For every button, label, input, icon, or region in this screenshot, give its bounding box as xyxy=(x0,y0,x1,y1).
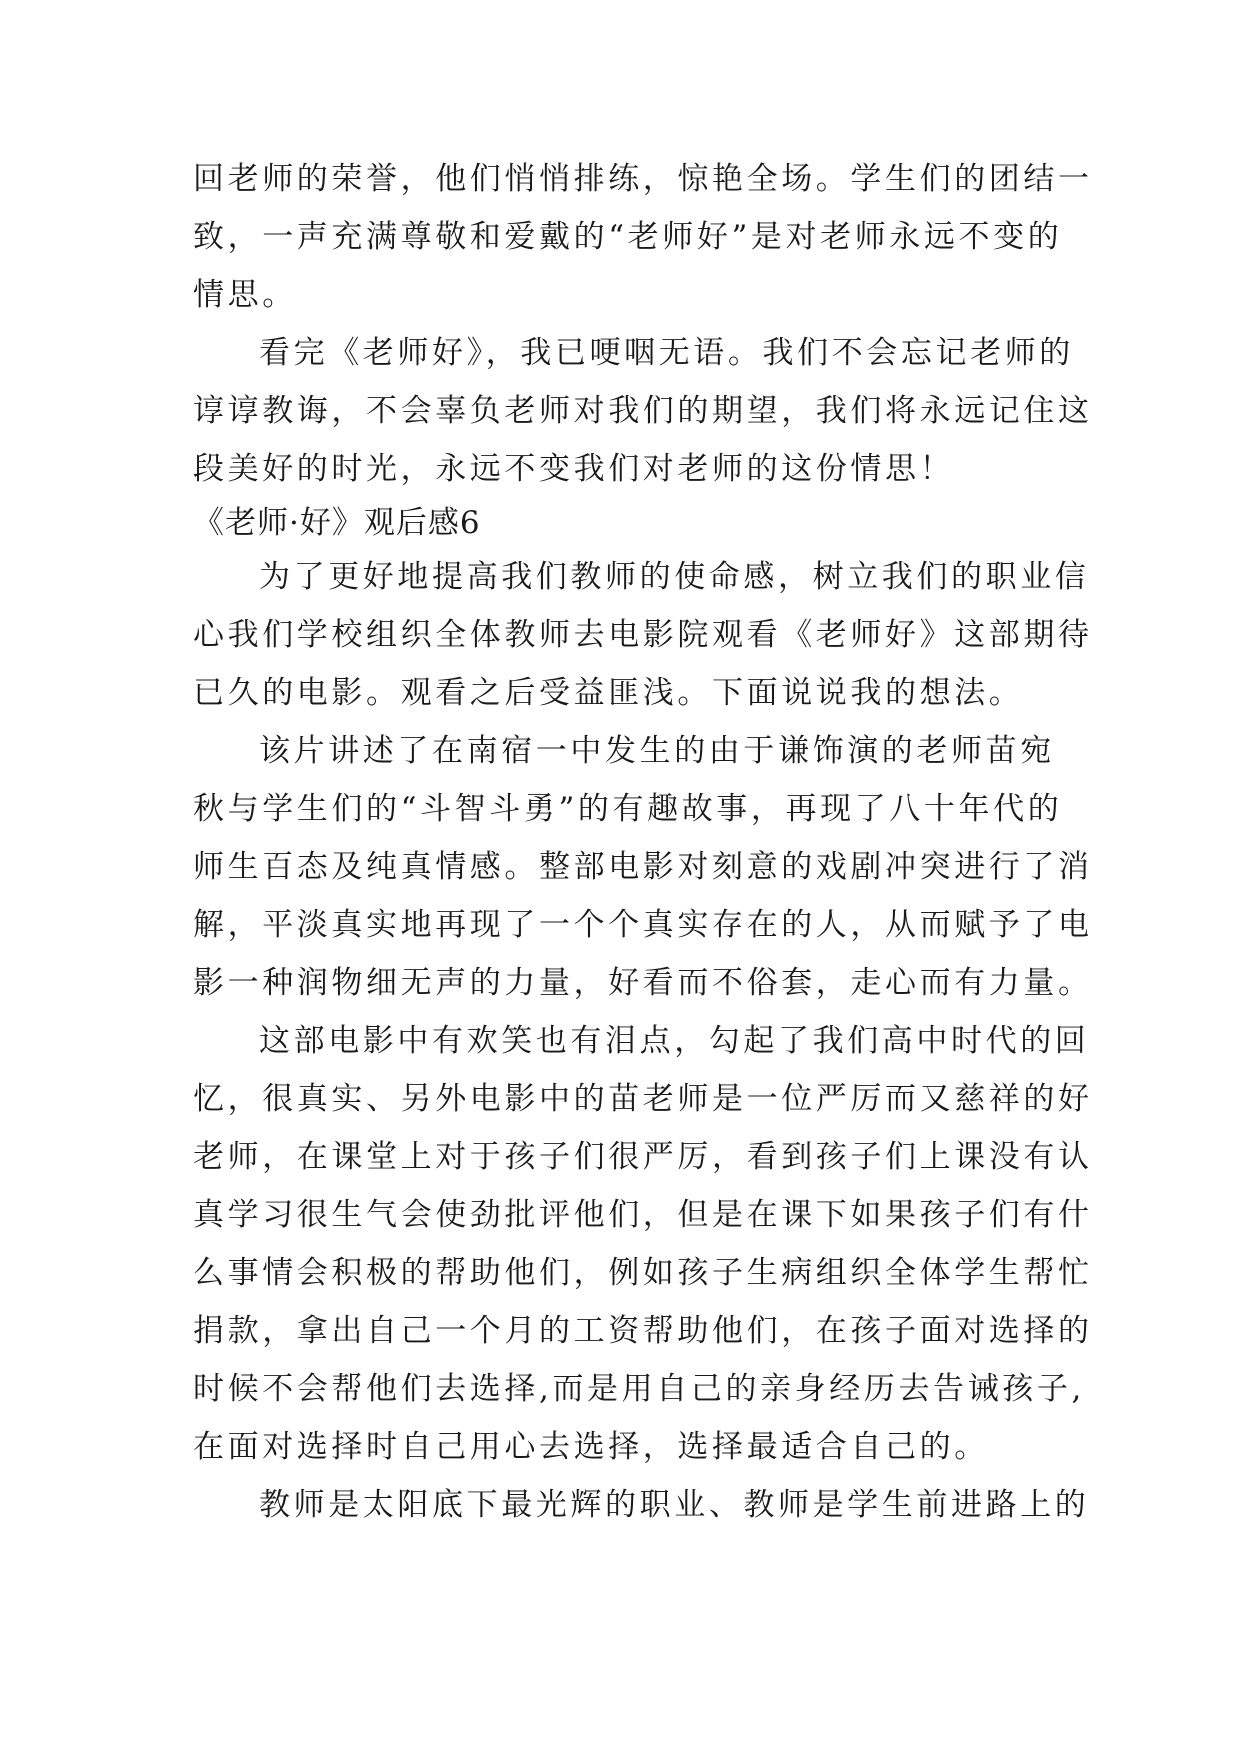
paragraph xyxy=(193,548,1093,722)
text-line: 这部电影中有欢笑也有泪点，勾起了我们高中时代的回 xyxy=(259,1023,1090,1059)
text-line: 谆谆教诲，不会辜负老师对我们的期望，我们将永远记住这 xyxy=(193,393,1093,429)
text-line: 师生百态及纯真情感。整部电影对刻意的戏剧冲突进行了消 xyxy=(193,849,1093,885)
text-line: 看完《老师好》，我已哽咽无语。我们不会忘记老师的 xyxy=(259,335,1074,371)
text-line: 段美好的时光，永远不变我们对老师的这份情思！ xyxy=(193,451,955,487)
text-line: 真学习很生气会使劲批评他们，但是在课下如果孩子们有什 xyxy=(193,1197,1093,1233)
text-line: 教师是太阳底下最光辉的职业、教师是学生前进路上的 xyxy=(259,1487,1090,1523)
text-line: 影一种润物细无声的力量，好看而不俗套，走心而有力量。 xyxy=(193,965,1093,1001)
text-line: 心我们学校组织全体教师去电影院观看《老师好》这部期待 xyxy=(193,617,1093,653)
paragraph xyxy=(193,1476,1090,1534)
section-heading xyxy=(193,498,1063,548)
text-line: 捐款，拿出自己一个月的工资帮助他们，在孩子面对选择的 xyxy=(193,1313,1093,1349)
section-heading-text: 《老师·好》观后感6 xyxy=(193,505,481,541)
paragraph xyxy=(193,324,1093,498)
text-line: 么事情会积极的帮助他们，例如孩子生病组织全体学生帮忙 xyxy=(193,1255,1093,1291)
text-line: 回老师的荣誉，他们悄悄排练，惊艳全场。学生们的团结一 xyxy=(193,161,1093,197)
text-line: 解，平淡真实地再现了一个个真实存在的人，从而赋予了电 xyxy=(193,907,1093,943)
text-line: 致，一声充满尊敬和爱戴的“老师好”是对老师永远不变的 xyxy=(193,219,1063,255)
text-line: 为了更好地提高我们教师的使命感，树立我们的职业信 xyxy=(259,559,1090,595)
article-body xyxy=(193,150,1093,1534)
text-line: 秋与学生们的“斗智斗勇”的有趣故事，再现了八十年代的 xyxy=(193,791,1063,827)
text-line: 在面对选择时自己用心去选择，选择最适合自己的。 xyxy=(193,1429,989,1465)
text-line: 已久的电影。观看之后受益匪浅。下面说说我的想法。 xyxy=(193,675,1024,711)
text-line: 时候不会帮他们去选择,而是用自己的亲身经历去告诫孩子, xyxy=(193,1371,1085,1407)
text-line: 老师，在课堂上对于孩子们很严厉，看到孩子们上课没有认 xyxy=(193,1139,1093,1175)
text-line: 情思。 xyxy=(193,277,297,313)
paragraph xyxy=(193,722,1093,1012)
text-line: 忆，很真实、另外电影中的苗老师是一位严厉而又慈祥的好 xyxy=(193,1081,1093,1117)
paragraph-continued xyxy=(193,150,1093,324)
text-line: 该片讲述了在南宿一中发生的由于谦饰演的老师苗宛 xyxy=(259,733,1055,769)
paragraph xyxy=(193,1012,1093,1476)
